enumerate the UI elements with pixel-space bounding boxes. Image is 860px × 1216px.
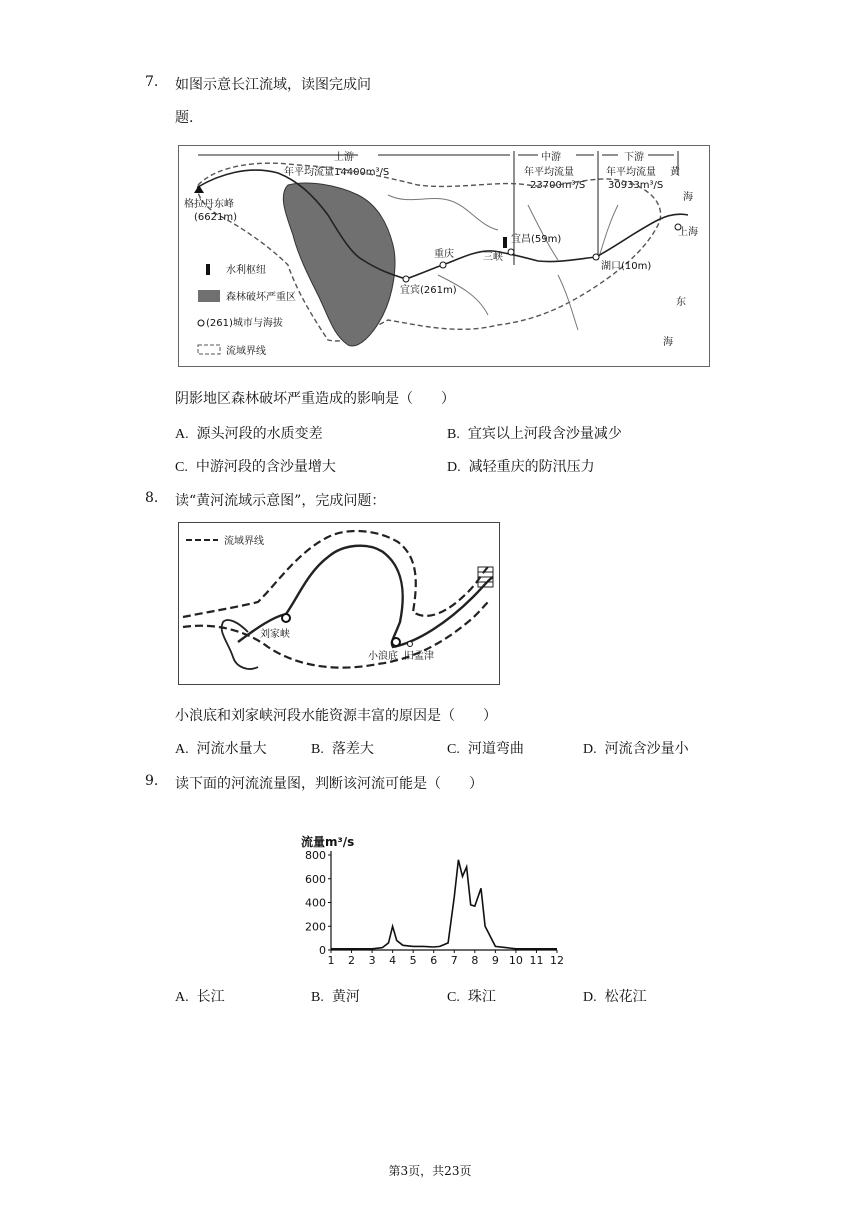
map-lower-label: 下游 — [624, 152, 644, 163]
q8-option-d-key: D. — [583, 742, 597, 757]
map-hukou: 湖口(10m) — [601, 261, 652, 272]
q7-option-a-text: 源头河段的水质变差 — [196, 426, 323, 442]
q9-option-a-key: A. — [175, 990, 189, 1005]
q9-option-b-text: 黄河 — [331, 989, 360, 1005]
q7-stem-line1: 如图示意长江流域，读图完成问 — [175, 77, 371, 93]
dam-icon — [503, 237, 507, 248]
chart-x-tick-label: 2 — [348, 954, 356, 967]
q8-option-b-text: 落差大 — [331, 741, 374, 757]
q7-number: 7. — [145, 74, 159, 90]
q9-option-c[interactable] — [447, 986, 496, 1006]
city-yibin-icon — [403, 276, 409, 282]
q8-option-a[interactable] — [175, 738, 267, 758]
chart-ylabel: 流量m³/s — [301, 835, 355, 849]
map-yibin: 宜宾(261m) — [400, 285, 457, 296]
q7-option-a-key: A. — [175, 427, 189, 442]
yellow-river-map — [178, 522, 500, 685]
q9-option-a[interactable] — [175, 986, 225, 1006]
chart-x-tick-label: 11 — [529, 954, 544, 967]
map-sea2: 海 — [683, 192, 693, 203]
chart-x-tick-label: 10 — [508, 954, 523, 967]
chart-x-tick-label: 5 — [409, 954, 417, 967]
q9-option-c-text: 珠江 — [467, 989, 496, 1005]
q9-option-d-text: 松花江 — [604, 989, 647, 1005]
chart-y-tick-label: 600 — [305, 872, 326, 886]
chart-x-tick-label: 3 — [368, 954, 376, 967]
city-chongqing-icon — [440, 262, 446, 268]
q9-option-c-key: C. — [447, 990, 460, 1005]
q8-option-b[interactable] — [311, 738, 374, 758]
chart-y-tick-label: 0 — [319, 944, 326, 957]
q8-stem: 读“黄河流域示意图”，完成问题： — [175, 493, 386, 509]
map-sanxia: 三峡 — [483, 252, 503, 263]
q9-option-d[interactable] — [583, 986, 647, 1006]
q7-question: 阴影地区森林破坏严重造成的影响是（ ） — [175, 391, 455, 407]
map-upper-flow: 年平均流量14400m³/S — [284, 167, 390, 178]
map-liujiaxia: 刘家峡 — [260, 629, 290, 640]
map-lower-flow2: 30933m³/S — [608, 180, 664, 191]
q7-option-c-text: 中游河段的含沙量增大 — [195, 459, 336, 475]
q7-option-b[interactable] — [447, 423, 622, 443]
flow-chart — [295, 830, 565, 980]
chart-series-line — [331, 860, 557, 949]
yangtze-basin-map — [178, 145, 710, 367]
map-peak-alt: (6621m) — [194, 212, 237, 223]
map-peak: 格拉丹东峰 — [184, 199, 234, 210]
q8-option-c-text: 河道弯曲 — [467, 741, 524, 757]
q9-number: 9. — [145, 773, 159, 789]
map-sea3: 东 — [676, 297, 686, 308]
chart-x-tick-label: 6 — [430, 954, 438, 967]
page-footer: 第3页，共23页 — [388, 1164, 472, 1178]
chart-y-tick-label: 200 — [305, 920, 326, 934]
q7-option-d[interactable] — [447, 456, 595, 476]
q8-question: 小浪底和刘家峡河段水能资源丰富的原因是（ ） — [175, 708, 497, 724]
map-middle-label: 中游 — [541, 152, 561, 163]
q9-stem: 读下面的河流流量图，判断该河流可能是（ ） — [175, 776, 483, 792]
legend-forest: 森林破坏严重区 — [226, 292, 296, 303]
q9-option-a-text: 长江 — [196, 989, 225, 1005]
q9-option-b[interactable] — [311, 986, 360, 1006]
chart-x-tick-label: 12 — [550, 954, 564, 967]
chart-x-tick-label: 9 — [491, 954, 499, 967]
q7-option-c-key: C. — [175, 460, 188, 475]
q7-option-b-text: 宜宾以上河段含沙量减少 — [467, 426, 622, 442]
map-shanghai: 上海 — [678, 227, 698, 238]
q7-option-d-text: 减轻重庆的防汛压力 — [468, 459, 595, 475]
legend-boundary: 流域界线 — [226, 346, 266, 357]
chart-x-tick-label: 4 — [389, 954, 397, 967]
q8-option-c-key: C. — [447, 742, 460, 757]
map-jiujinjin: 旧孟津 — [404, 651, 434, 662]
map-sea1: 黄 — [670, 167, 680, 178]
q7-option-a[interactable] — [175, 423, 323, 443]
chart-y-tick-label: 800 — [305, 849, 326, 862]
q8-option-c[interactable] — [447, 738, 524, 758]
xiaolangdi-dam-icon — [392, 638, 400, 646]
map-lower-flow1: 年平均流量 — [606, 167, 656, 178]
city-hukou-icon — [593, 254, 599, 260]
map-yichang: 宜昌(59m) — [511, 234, 562, 245]
q9-option-b-key: B. — [311, 990, 324, 1005]
q7-stem-line2: 题. — [175, 110, 194, 126]
map-middle-flow2: 23700m³/S — [530, 180, 586, 191]
map-upper-label: 上游 — [334, 152, 354, 163]
q8-number: 8. — [145, 490, 159, 506]
chart-x-tick-label: 1 — [327, 954, 335, 967]
map-middle-flow1: 年平均流量 — [524, 167, 574, 178]
map-xiaolangdi: 小浪底 — [368, 651, 398, 662]
q8-option-d[interactable] — [583, 738, 689, 758]
chart-x-tick-label: 8 — [471, 954, 479, 967]
liujiaxia-dam-icon — [282, 614, 290, 622]
q7-option-d-key: D. — [447, 460, 461, 475]
chart-y-tick-label: 400 — [305, 896, 326, 910]
q8-option-a-key: A. — [175, 742, 189, 757]
map-sea4: 海 — [663, 337, 673, 348]
q8-option-b-key: B. — [311, 742, 324, 757]
legend-boundary-2: 流域界线 — [224, 536, 264, 547]
q8-option-a-text: 河流水量大 — [196, 741, 267, 757]
city-yichang-icon — [508, 249, 514, 255]
legend-city: (261)城市与海拔 — [206, 318, 283, 329]
map-chongqing: 重庆 — [434, 249, 454, 260]
q7-option-c[interactable] — [175, 456, 336, 476]
chart-x-tick-label: 7 — [450, 954, 458, 967]
q7-option-b-key: B. — [447, 427, 460, 442]
q9-option-d-key: D. — [583, 990, 597, 1005]
q8-option-d-text: 河流含沙量小 — [604, 741, 689, 757]
legend-dam: 水利枢纽 — [226, 265, 266, 276]
